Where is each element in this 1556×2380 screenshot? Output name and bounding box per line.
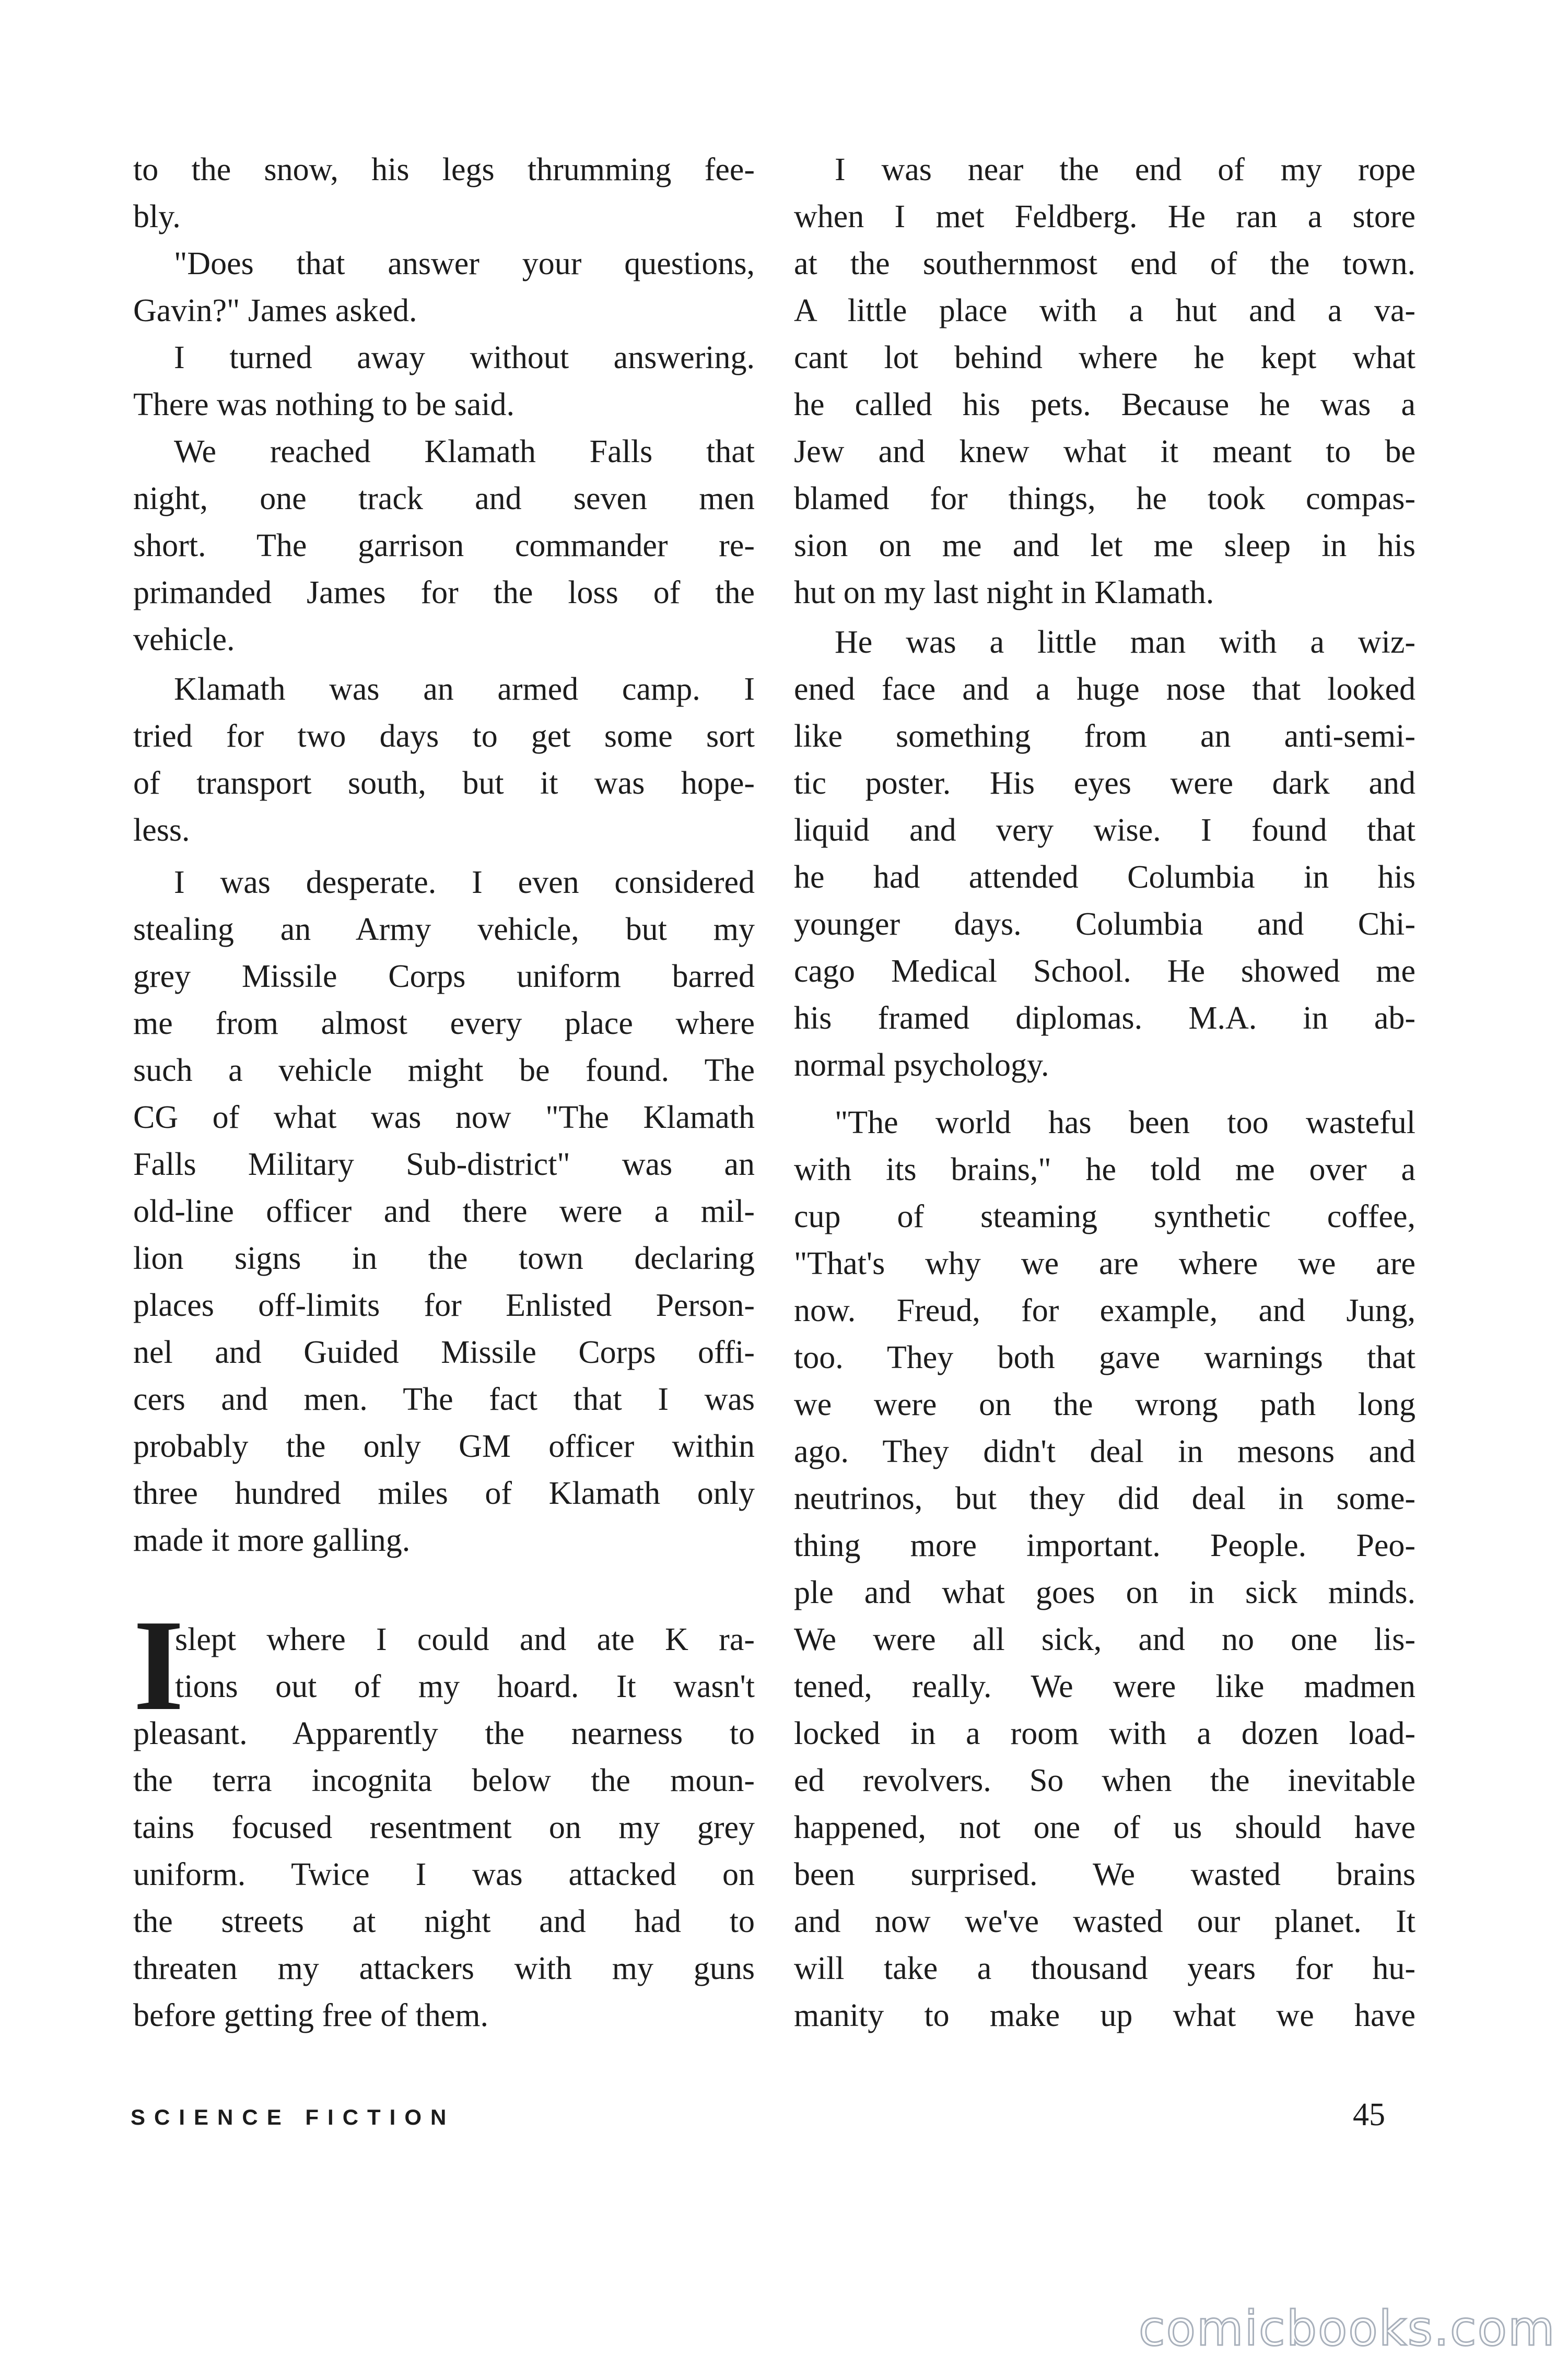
text-line: less. (133, 812, 190, 848)
text-line: vehicle. (133, 622, 235, 657)
text-line: short. The garrison commander re- (133, 528, 755, 563)
text-line: tions out of my hoard. It wasn't (175, 1669, 755, 1704)
text-line: There was nothing to be said. (133, 387, 515, 422)
text-line: normal psychology. (794, 1047, 1049, 1083)
text-line: Falls Military Sub-district" was an (133, 1147, 755, 1182)
text-line: when I met Feldberg. He ran a store (794, 199, 1415, 234)
text-line: locked in a room with a dozen load- (794, 1716, 1415, 1751)
text-line: cago Medical School. He showed me (794, 953, 1415, 989)
text-line: "Does that answer your questions, (174, 246, 755, 281)
text-line: to the snow, his legs thrumming fee- (133, 152, 755, 187)
text-line: We were all sick, and no one lis- (794, 1622, 1415, 1657)
watermark: comicbooks.com (1139, 2301, 1556, 2357)
text-line: Klamath was an armed camp. I (174, 671, 755, 707)
text-line: ed revolvers. So when the inevitable (794, 1763, 1415, 1798)
text-line: I was desperate. I even considered (174, 865, 755, 900)
text-line: hut on my last night in Klamath. (794, 575, 1214, 610)
text-line: too. They both gave warnings that (794, 1340, 1415, 1375)
text-line: cers and men. The fact that I was (133, 1382, 755, 1417)
text-line: nel and Guided Missile Corps offi- (133, 1335, 755, 1370)
text-line: tried for two days to get some sort (133, 718, 755, 754)
text-line: cant lot behind where he kept what (794, 340, 1415, 375)
text-line: blamed for things, he took compas- (794, 481, 1415, 516)
text-line: Gavin?" James asked. (133, 293, 417, 328)
text-line: now. Freud, for example, and Jung, (794, 1293, 1415, 1328)
text-line: grey Missile Corps uniform barred (133, 959, 755, 994)
text-line: old-line officer and there were a mil- (133, 1194, 755, 1229)
text-line: at the southernmost end of the town. (794, 246, 1415, 281)
text-line: thing more important. People. Peo- (794, 1528, 1415, 1563)
text-line: places off-limits for Enlisted Person- (133, 1288, 755, 1323)
text-line: probably the only GM officer within (133, 1429, 755, 1464)
text-line: happened, not one of us should have (794, 1810, 1415, 1845)
text-line: three hundred miles of Klamath only (133, 1476, 755, 1511)
text-line: will take a thousand years for hu- (794, 1951, 1415, 1986)
text-line: like something from an anti-semi- (794, 718, 1415, 754)
text-line: Jew and knew what it meant to be (794, 434, 1415, 469)
magazine-title: SCIENCE FICTION (131, 2105, 455, 2129)
text-line: and now we've wasted our planet. It (794, 1904, 1415, 1939)
text-line: "The world has been too wasteful (835, 1105, 1415, 1140)
text-line: been surprised. We wasted brains (794, 1857, 1415, 1892)
text-line: before getting free of them. (133, 1998, 488, 2033)
page-number: 45 (1353, 2097, 1385, 2132)
text-line: ago. They didn't deal in mesons and (794, 1434, 1415, 1469)
text-line: he had attended Columbia in his (794, 859, 1415, 895)
text-line: made it more galling. (133, 1523, 411, 1558)
text-line: pleasant. Apparently the nearness to (133, 1716, 755, 1751)
text-line: stealing an Army vehicle, but my (133, 912, 755, 947)
text-line: younger days. Columbia and Chi- (794, 906, 1415, 942)
text-line: such a vehicle might be found. The (133, 1053, 755, 1088)
text-line: primanded James for the loss of the (133, 575, 755, 610)
text-line: threaten my attackers with my guns (133, 1951, 755, 1986)
text-line: sion on me and let me sleep in his (794, 528, 1415, 563)
text-line: bly. (133, 199, 181, 234)
text-line: neutrinos, but they did deal in some- (794, 1481, 1415, 1516)
text-line: CG of what was now "The Klamath (133, 1100, 755, 1135)
text-line: the streets at night and had to (133, 1904, 755, 1939)
text-line: A little place with a hut and a va- (794, 293, 1415, 328)
text-line: I turned away without answering. (174, 340, 755, 375)
text-line: me from almost every place where (133, 1006, 755, 1041)
drop-cap: I (133, 1593, 184, 1738)
text-line: he called his pets. Because he was a (794, 387, 1415, 422)
text-line: night, one track and seven men (133, 481, 755, 516)
text-line: cup of steaming synthetic coffee, (794, 1199, 1415, 1234)
text-line: of transport south, but it was hope- (133, 765, 755, 801)
text-line: liquid and very wise. I found that (794, 812, 1415, 848)
text-line: lion signs in the town declaring (133, 1241, 755, 1276)
text-line: We reached Klamath Falls that (174, 434, 755, 469)
text-line: tic poster. His eyes were dark and (794, 765, 1415, 801)
text-line: slept where I could and ate K ra- (175, 1622, 755, 1657)
text-line: He was a little man with a wiz- (835, 625, 1415, 660)
text-line: tains focused resentment on my grey (133, 1810, 755, 1845)
text-line: the terra incognita below the moun- (133, 1763, 755, 1798)
text-line: manity to make up what we have (794, 1998, 1415, 2033)
text-line: I was near the end of my rope (835, 152, 1415, 187)
text-line: uniform. Twice I was attacked on (133, 1857, 755, 1892)
text-line: "That's why we are where we are (794, 1246, 1415, 1281)
text-line: we were on the wrong path long (794, 1387, 1415, 1422)
text-line: ple and what goes on in sick minds. (794, 1575, 1415, 1610)
text-line: tened, really. We were like madmen (794, 1669, 1415, 1704)
text-line: ened face and a huge nose that looked (794, 671, 1415, 707)
text-line: his framed diplomas. M.A. in ab- (794, 1000, 1415, 1036)
text-line: with its brains," he told me over a (794, 1152, 1415, 1187)
